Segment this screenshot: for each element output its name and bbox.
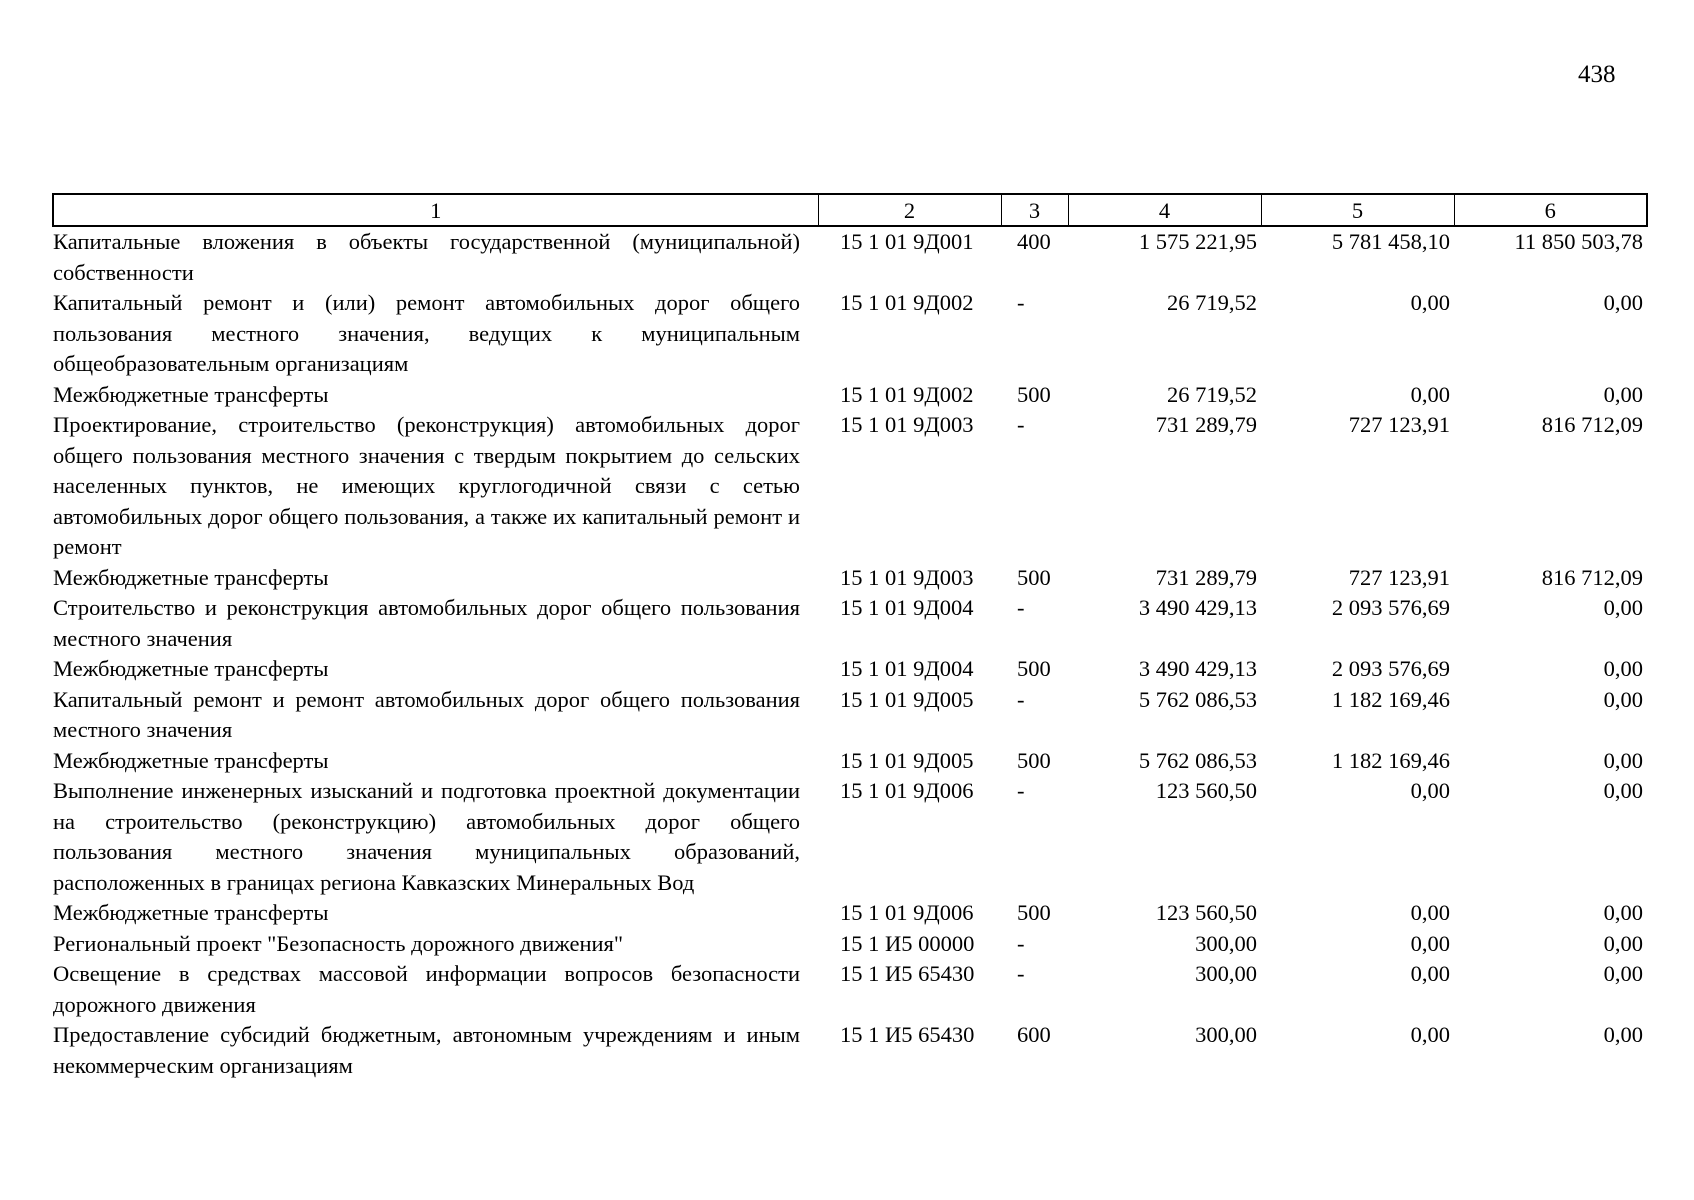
row-value-4: 731 289,79 <box>1155 412 1257 437</box>
row-code: 15 1 01 9Д003 <box>840 564 974 590</box>
row-type: - <box>1017 930 1025 956</box>
row-type: - <box>1017 686 1025 712</box>
row-code: 15 1 И5 00000 <box>840 930 975 956</box>
row-value-6: 0,00 <box>1603 747 1643 773</box>
row-value-5: 1 182 169,46 <box>1331 686 1450 712</box>
row-value-4: 3 490 429,13 <box>1138 656 1257 681</box>
row-value-6: 0,00 <box>1603 381 1643 407</box>
row-value-4: 731 289,79 <box>1155 564 1257 590</box>
row-value-5: 0,00 <box>1410 290 1450 315</box>
row-code: 15 1 01 9Д004 <box>840 595 974 620</box>
row-name: Межбюджетные трансферты <box>53 747 329 773</box>
row-value-6: 0,00 <box>1603 595 1643 620</box>
column-header-6: 6 <box>1454 194 1647 226</box>
row-name: Освещение в средствах массовой информации вопросов безопасности дорожного движения <box>53 961 800 1017</box>
row-code: 15 1 01 9Д003 <box>840 412 974 437</box>
row-value-6: 0,00 <box>1603 930 1643 956</box>
table-row <box>53 593 1647 654</box>
table-row <box>53 654 1647 685</box>
row-value-5: 0,00 <box>1410 900 1450 925</box>
table-row <box>53 959 1647 1020</box>
row-type: 500 <box>1017 564 1051 590</box>
row-value-5: 1 182 169,46 <box>1331 747 1450 773</box>
row-value-5: 2 093 576,69 <box>1331 595 1450 620</box>
row-value-6: 816 712,09 <box>1541 564 1643 590</box>
row-value-6: 0,00 <box>1603 778 1643 803</box>
row-code: 15 1 И5 65430 <box>840 961 975 986</box>
table-row <box>53 746 1647 777</box>
row-type: 600 <box>1017 1022 1051 1047</box>
table-body <box>53 226 1647 1081</box>
header-row <box>53 194 1647 226</box>
row-value-6: 0,00 <box>1603 900 1643 925</box>
row-code: 15 1 01 9Д006 <box>840 900 974 925</box>
row-value-4: 1 575 221,95 <box>1138 229 1257 254</box>
row-name: Выполнение инженерных изысканий и подготовка проектной документации на строительство (реконструкцию) автомобильных дорог общего пользования местного значения муниципальных образований, расположенных в границах региона Кавказских Минеральных Вод <box>53 778 800 895</box>
row-value-6: 11 850 503,78 <box>1514 229 1643 254</box>
row-type: - <box>1017 412 1025 437</box>
row-type: - <box>1017 961 1025 986</box>
row-code: 15 1 01 9Д002 <box>840 290 974 315</box>
row-code: 15 1 И5 65430 <box>840 1022 975 1047</box>
page-number: 438 <box>1578 61 1616 88</box>
row-value-6: 0,00 <box>1603 1022 1643 1047</box>
row-name: Межбюджетные трансферты <box>53 900 329 925</box>
row-name: Капитальные вложения в объекты государственной (муниципальной) собственности <box>53 229 800 285</box>
row-value-4: 3 490 429,13 <box>1138 595 1257 620</box>
row-type: 500 <box>1017 656 1051 681</box>
column-header-1: 1 <box>53 194 818 226</box>
table-row <box>53 226 1647 288</box>
row-type: - <box>1017 290 1025 315</box>
row-name: Проектирование, строительство (реконструкция) автомобильных дорог общего пользования местного значения с твердым покрытием до сельских населенных пунктов, не имеющих круглогодичной связи с сетью автомобильных дорог общего пользования, а также их капитальный ремонт и ремонт <box>53 412 800 559</box>
row-value-4: 123 560,50 <box>1155 778 1257 803</box>
row-code: 15 1 01 9Д005 <box>840 747 974 773</box>
row-name: Межбюджетные трансферты <box>53 381 329 407</box>
row-code: 15 1 01 9Д005 <box>840 686 974 712</box>
table-row <box>53 380 1647 411</box>
row-code: 15 1 01 9Д002 <box>840 381 974 407</box>
row-name: Предоставление субсидий бюджетным, автономным учреждениям и иным некоммерческим организациям <box>53 1022 800 1078</box>
column-header-5: 5 <box>1261 194 1454 226</box>
row-type: 400 <box>1017 229 1051 254</box>
table-row <box>53 685 1647 746</box>
row-value-6: 0,00 <box>1603 686 1643 712</box>
budget-table <box>52 193 1648 1081</box>
row-value-5: 727 123,91 <box>1348 564 1450 590</box>
row-value-4: 5 762 086,53 <box>1138 686 1257 712</box>
row-value-4: 123 560,50 <box>1155 900 1257 925</box>
table-row <box>53 288 1647 380</box>
row-value-6: 816 712,09 <box>1541 412 1643 437</box>
table-header <box>53 194 1647 226</box>
row-value-4: 26 719,52 <box>1167 381 1257 407</box>
row-value-6: 0,00 <box>1603 656 1643 681</box>
table-row <box>53 898 1647 929</box>
row-value-4: 5 762 086,53 <box>1138 747 1257 773</box>
table-row <box>53 776 1647 898</box>
table-row <box>53 410 1647 563</box>
row-name: Межбюджетные трансферты <box>53 564 329 590</box>
row-name: Межбюджетные трансферты <box>53 656 329 681</box>
table-row <box>53 929 1647 960</box>
row-value-5: 5 781 458,10 <box>1331 229 1450 254</box>
row-value-5: 0,00 <box>1410 1022 1450 1047</box>
table-row <box>53 1020 1647 1081</box>
row-value-5: 0,00 <box>1410 930 1450 956</box>
row-code: 15 1 01 9Д006 <box>840 778 974 803</box>
row-value-6: 0,00 <box>1603 290 1643 315</box>
row-value-5: 0,00 <box>1410 778 1450 803</box>
row-value-5: 727 123,91 <box>1348 412 1450 437</box>
column-header-2: 2 <box>818 194 1001 226</box>
table-row <box>53 563 1647 594</box>
row-type: 500 <box>1017 381 1051 407</box>
row-value-6: 0,00 <box>1603 961 1643 986</box>
row-value-5: 2 093 576,69 <box>1331 656 1450 681</box>
row-code: 15 1 01 9Д004 <box>840 656 974 681</box>
row-value-4: 300,00 <box>1195 1022 1257 1047</box>
row-code: 15 1 01 9Д001 <box>840 229 974 254</box>
row-value-4: 300,00 <box>1195 961 1257 986</box>
row-type: 500 <box>1017 747 1051 773</box>
row-name: Капитальный ремонт и ремонт автомобильных дорог общего пользования местного значения <box>53 686 800 742</box>
column-header-4: 4 <box>1068 194 1261 226</box>
row-name: Строительство и реконструкция автомобильных дорог общего пользования местного значения <box>53 595 800 651</box>
row-name: Капитальный ремонт и (или) ремонт автомобильных дорог общего пользования местного значения, ведущих к муниципальным общеобразовательным организациям <box>53 290 800 376</box>
row-value-5: 0,00 <box>1410 381 1450 407</box>
row-type: - <box>1017 778 1025 803</box>
row-value-5: 0,00 <box>1410 961 1450 986</box>
row-type: 500 <box>1017 900 1051 925</box>
row-value-4: 300,00 <box>1195 930 1257 956</box>
column-header-3: 3 <box>1001 194 1068 226</box>
row-type: - <box>1017 595 1025 620</box>
row-name: Региональный проект "Безопасность дорожного движения" <box>53 930 624 956</box>
row-value-4: 26 719,52 <box>1167 290 1257 315</box>
